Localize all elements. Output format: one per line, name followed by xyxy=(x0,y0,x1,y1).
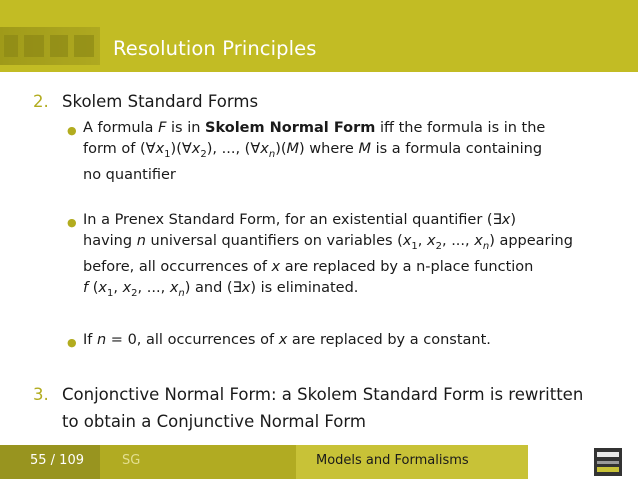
paragraph-line: A formula F is in Skolem Normal Form iff the formula is in the xyxy=(83,120,546,136)
paragraph-line: form of $(\forall x_1)(\forall x_2)$, ..., $(\forall x_n)(M)$ where M is a formula containing xyxy=(83,140,543,160)
bullet-paragraph xyxy=(83,210,573,305)
footer-bar xyxy=(0,445,638,479)
bullet-dot-icon: ● xyxy=(67,124,77,137)
bullet-paragraph xyxy=(83,118,545,186)
section-number: 3. xyxy=(33,385,49,404)
page-number: 55 / 109 xyxy=(30,453,84,468)
paragraph-line: having n universal quantifiers on variables ($x_1$, $x_2$, ..., $x_n$) appearing xyxy=(83,232,573,252)
bullet-dot-icon: ● xyxy=(67,216,77,229)
author-label: SG xyxy=(122,453,141,468)
slide-title: Resolution Principles xyxy=(113,37,317,60)
section-title: Skolem Standard Forms xyxy=(62,92,259,111)
bullet-paragraph xyxy=(83,330,491,351)
section-number: 2. xyxy=(33,92,49,111)
section3-line2: to obtain a Conjunctive Normal Form xyxy=(62,412,366,431)
bullet-dot-icon: ● xyxy=(67,336,77,349)
telecom-logo-icon xyxy=(594,448,622,476)
paragraph-line: f ($x_1$, $x_2$, ..., $x_n$) and (∃x) is eliminated. xyxy=(83,280,359,299)
paragraph-line: before, all occurrences of x are replaced by a n-place function xyxy=(83,259,534,276)
paragraph-line: In a Prenex Standard Form, for an existential quantifier (∃x) xyxy=(83,212,516,228)
section3-line1: Conjonctive Normal Form: a Skolem Standard Form is rewritten xyxy=(62,385,584,404)
paragraph-line: no quantifier xyxy=(83,167,176,184)
footer-title: Models and Formalisms xyxy=(316,453,469,468)
section3 xyxy=(33,381,583,435)
paragraph-line: If n = 0, all occurrences of x are replaced by a constant. xyxy=(83,332,491,348)
